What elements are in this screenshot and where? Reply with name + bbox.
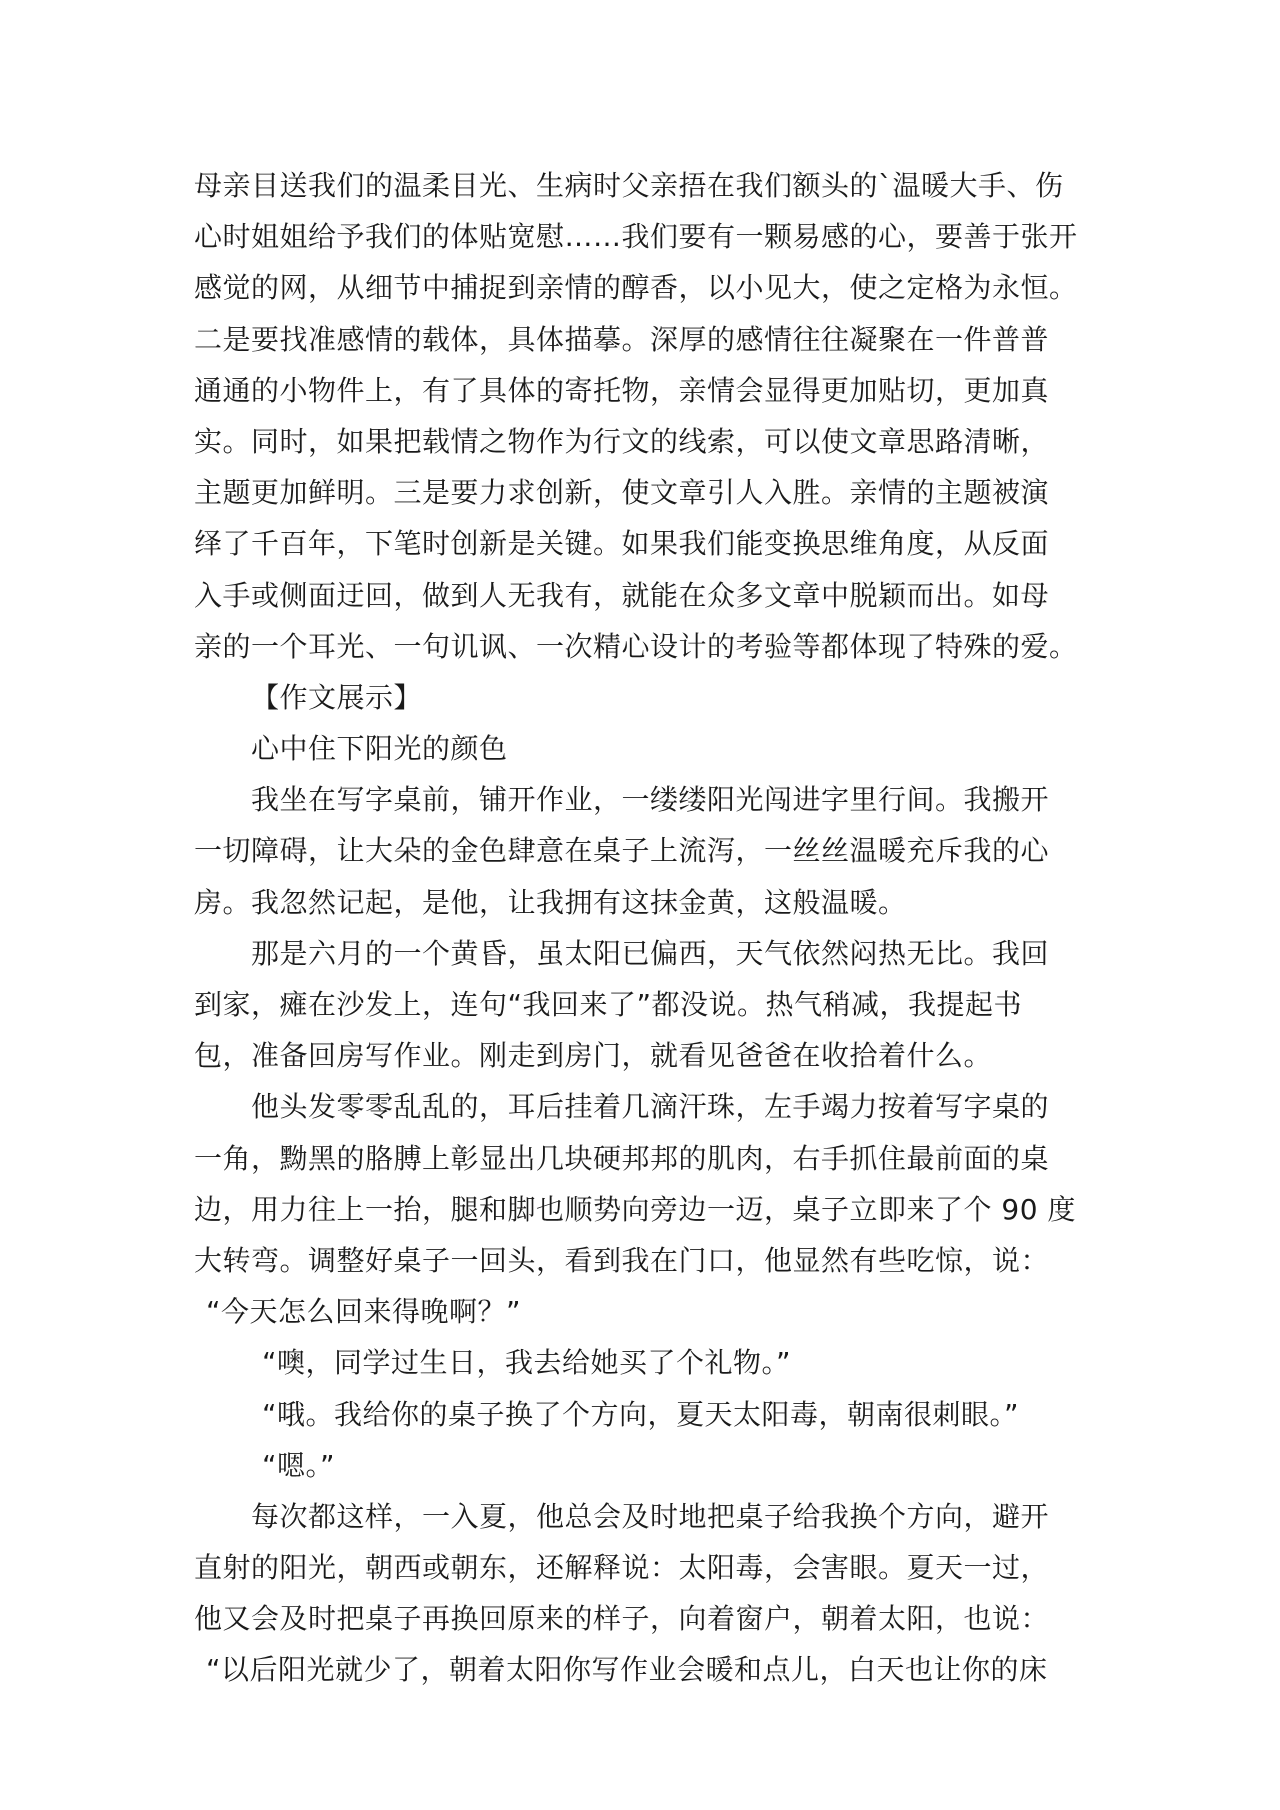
text-line: 绎了千百年，下笔时创新是关键。如果我们能变换思维角度，从反面 [194,527,1050,561]
dialogue-line: “以后阳光就少了，朝着太阳你写作业会暖和点儿，白天也让你的床 [206,1653,1048,1687]
text-line: 大转弯。调整好桌子一回头，看到我在门口，他显然有些吃惊，说： [194,1243,1050,1277]
text-line: 直射的阳光，朝西或朝东，还解释说：太阳毒，会害眼。夏天一过， [194,1551,1050,1585]
dialogue-line: “哦。我给你的桌子换了个方向，夏天太阳毒，朝南很刺眼。” [262,1397,1020,1431]
text-line: 他头发零零乱乱的，耳后挂着几滴汗珠，左手竭力按着写字桌的 [251,1090,1050,1124]
essay-title: 心中住下阳光的颜色 [251,732,508,766]
text-line: 二是要找准感情的载体，具体描摹。深厚的感情往往凝聚在一件普普 [194,322,1050,356]
document-page [194,160,1094,1720]
text-line: 实。同时，如果把载情之物作为行文的线索，可以使文章思路清晰， [194,424,1050,458]
text-line: 感觉的网，从细节中捕捉到亲情的醇香，以小见大，使之定格为永恒。 [194,271,1078,305]
text-line: 入手或侧面迂回，做到人无我有，就能在众多文章中脱颖而出。如母 [194,578,1050,612]
text-line: 一切障碍，让大朵的金色肆意在桌子上流泻，一丝丝温暖充斥我的心 [194,834,1050,868]
text-line: 一角，黝黑的胳膊上彰显出几块硬邦邦的肌肉，右手抓住最前面的桌 [194,1141,1050,1175]
text-line: 我坐在写字桌前，铺开作业，一缕缕阳光闯进字里行间。我搬开 [251,783,1050,817]
text-line: 包，准备回房写作业。刚走到房门，就看见爸爸在收拾着什么。 [194,1039,993,1073]
text-line: 亲的一个耳光、一句讥讽、一次精心设计的考验等都体现了特殊的爱。 [194,629,1078,663]
text-line: 心时姐姐给予我们的体贴宽慰……我们要有一颗易感的心，要善于张开 [194,220,1078,254]
text-line: 房。我忽然记起，是他，让我拥有这抹金黄，这般温暖。 [194,885,907,919]
text-line: 边，用力往上一抬，腿和脚也顺势向旁边一迈，桌子立即来了个 90 度 [194,1192,1076,1226]
text-line: 到家，瘫在沙发上，连句“我回来了”都没说。热气稍减，我提起书 [194,988,1023,1021]
dialogue-line: “今天怎么回来得晚啊？” [206,1295,522,1329]
text-line: 他又会及时把桌子再换回原来的样子，向着窗户，朝着太阳，也说： [194,1602,1050,1636]
text-line: 通通的小物件上，有了具体的寄托物，亲情会显得更加贴切，更加真 [194,373,1050,407]
text-line: 那是六月的一个黄昏，虽太阳已偏西，天气依然闷热无比。我回 [251,936,1050,970]
dialogue-line: “嗯。” [262,1448,336,1482]
text-line: 每次都这样，一入夏，他总会及时地把桌子给我换个方向，避开 [251,1499,1050,1533]
dialogue-line: “噢，同学过生日，我去给她买了个礼物。” [262,1346,792,1380]
text-line: 主题更加鲜明。三是要力求创新，使文章引人入胜。亲情的主题被演 [194,476,1050,510]
section-heading: 【作文展示】 [251,680,423,714]
text-line: 母亲目送我们的温柔目光、生病时父亲捂在我们额头的`温暖大手、伤 [194,169,1064,202]
